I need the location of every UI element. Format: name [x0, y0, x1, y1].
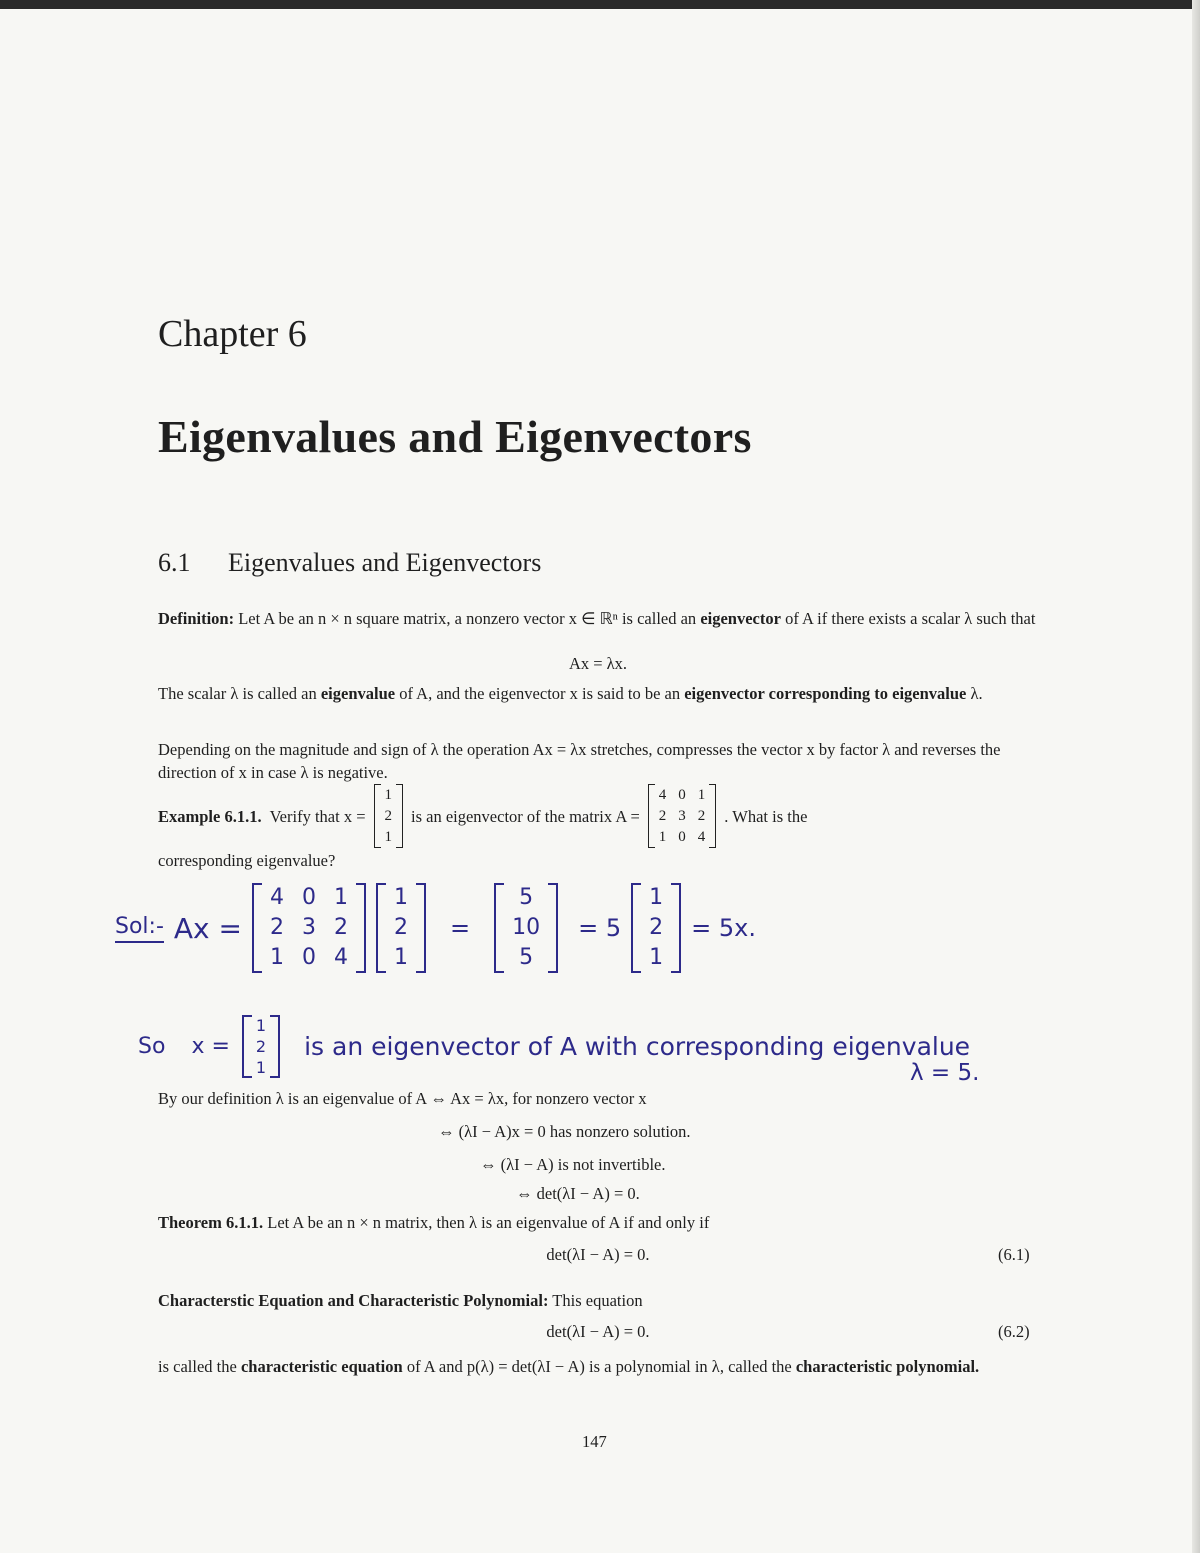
matrix-entry: 0	[678, 787, 686, 803]
section-title: Eigenvalues and Eigenvectors	[228, 548, 542, 577]
equation-number-6-1: (6.1)	[998, 1245, 1030, 1264]
by-def-line-2: ⇔ (λI − A)x = 0 has nonzero solution.	[438, 1122, 691, 1141]
scalar-text-3: λ.	[966, 684, 983, 703]
characteristic-equation: det(λI − A) = 0.	[546, 1322, 650, 1341]
example-text-3: . What is the	[724, 806, 808, 826]
characteristic-label: Characterstic Equation and Characteristic Polynomial:	[158, 1291, 549, 1310]
definition-term: eigenvector	[700, 609, 781, 628]
matrix-entry: 2	[255, 1036, 267, 1056]
matrix-entry: 0	[301, 945, 316, 970]
hand-conclusion-text: is an eigenvector of A with corresponding eigenvalue	[304, 1031, 971, 1061]
matrix-entry: 2	[393, 915, 408, 940]
hand-vector-x	[376, 883, 426, 973]
characteristic-paragraph	[158, 1355, 1038, 1378]
definition-equation: Ax = λx.	[568, 654, 628, 673]
characteristic-heading	[158, 1289, 1038, 1312]
example-text-2: is an eigenvector of the matrix A =	[411, 806, 640, 826]
matrix-entry: 1	[269, 945, 284, 970]
by-def-line-3: ⇔ (λI − A) is not invertible.	[480, 1155, 666, 1174]
chapter-label: Chapter 6	[158, 313, 307, 355]
matrix-entry: 5	[519, 885, 534, 910]
example-vector-x	[374, 784, 404, 848]
hand-lambda: λ = 5.	[910, 1060, 980, 1086]
example-text-1: Verify that x =	[269, 806, 366, 826]
theorem-label: Theorem 6.1.1.	[158, 1213, 264, 1232]
matrix-entry: 2	[269, 915, 284, 940]
matrix-entry: 4	[658, 787, 667, 803]
matrix-entry: 3	[678, 808, 686, 824]
definition-text-1: Let A be an n × n square matrix, a nonzero vector x ∈ ℝⁿ is called an	[234, 609, 701, 628]
hand-ax-eq: Ax =	[173, 911, 242, 945]
handwritten-solution	[115, 872, 756, 984]
by-def-line-1: By our definition λ is an eigenvalue of A ⇔ Ax = λx, for nonzero vector x	[158, 1089, 647, 1108]
matrix-entry: 5	[519, 945, 534, 970]
matrix-entry: 1	[658, 829, 667, 845]
section-heading	[158, 548, 541, 578]
scalar-paragraph	[158, 682, 1038, 705]
section-number: 6.1	[158, 548, 191, 577]
scan-edge-right	[1192, 0, 1200, 1553]
hand-vector-2	[631, 883, 681, 973]
matrix-entry: 0	[678, 829, 686, 845]
theorem-text: Let A be an n × n matrix, then λ is an eigenvalue of A if and only if	[263, 1213, 710, 1232]
matrix-entry: 2	[649, 915, 664, 940]
theorem-equation: det(λI − A) = 0.	[546, 1245, 650, 1264]
hand-eq-2: = 5	[578, 914, 622, 942]
definition-paragraph	[158, 607, 1038, 630]
sol-label: Sol:-	[115, 914, 164, 943]
theorem-paragraph	[158, 1211, 1038, 1234]
matrix-entry: 2	[384, 808, 392, 824]
handwritten-conclusion	[138, 1006, 970, 1086]
example-matrix-a	[648, 784, 717, 848]
scalar-term-2: eigenvector corresponding to eigenvalue	[684, 684, 967, 703]
example-label: Example 6.1.1.	[158, 806, 262, 826]
matrix-entry: 1	[393, 945, 408, 970]
characteristic-term-1: characteristic equation	[240, 1357, 403, 1376]
characteristic-term-2: characteristic polynomial.	[795, 1357, 980, 1376]
scan-edge-top	[0, 0, 1200, 9]
matrix-entry: 1	[255, 1057, 267, 1077]
matrix-entry: 2	[658, 808, 667, 824]
hand-eq-3: = 5x.	[691, 914, 756, 942]
scalar-text-1: The scalar λ is called an	[158, 684, 321, 703]
matrix-entry: 1	[649, 885, 664, 910]
matrix-entry: 1	[697, 787, 706, 803]
matrix-entry: 0	[301, 885, 316, 910]
hand-matrix-a	[252, 883, 366, 973]
matrix-entry: 1	[333, 885, 348, 910]
matrix-entry: 3	[301, 915, 316, 940]
definition-label: Definition:	[158, 609, 235, 628]
depending-paragraph: Depending on the magnitude and sign of λ the operation Ax = λx stretches, compresses the vector x by factor λ and reverses the direction of x in case λ is negative.	[158, 740, 1001, 782]
matrix-entry: 10	[512, 915, 541, 940]
page-number: 147	[582, 1432, 607, 1451]
matrix-entry: 1	[384, 829, 392, 845]
matrix-entry: 4	[269, 885, 284, 910]
hand-eq-1: =	[449, 914, 471, 942]
scalar-text-2: of A, and the eigenvector x is said to be an	[395, 684, 685, 703]
example-text-4: corresponding eigenvalue?	[158, 851, 336, 870]
matrix-entry: 4	[333, 945, 348, 970]
scalar-term-1: eigenvalue	[320, 684, 396, 703]
characteristic-text-2: of A and p(λ) = det(λI − A) is a polynomial in λ, called the	[402, 1357, 796, 1376]
equation-number-6-2: (6.2)	[998, 1322, 1030, 1341]
matrix-entry: 4	[697, 829, 706, 845]
hand-vector-3	[242, 1015, 280, 1078]
matrix-entry: 1	[255, 1015, 267, 1035]
example-line	[158, 780, 1038, 852]
so-label: So	[138, 1033, 166, 1059]
matrix-entry: 1	[649, 945, 664, 970]
matrix-entry: 1	[393, 885, 408, 910]
hand-x-eq: x =	[191, 1033, 230, 1059]
definition-text-2: of A if there exists a scalar λ such that	[780, 609, 1036, 628]
chapter-title: Eigenvalues and Eigenvectors	[158, 411, 752, 462]
by-def-line-4: ⇔ det(λI − A) = 0.	[516, 1184, 640, 1203]
characteristic-text: This equation	[548, 1291, 643, 1310]
matrix-entry: 2	[333, 915, 348, 940]
hand-result-vector	[494, 883, 558, 973]
characteristic-text-1: is called the	[158, 1357, 241, 1376]
matrix-entry: 2	[697, 808, 706, 824]
matrix-entry: 1	[384, 787, 392, 803]
